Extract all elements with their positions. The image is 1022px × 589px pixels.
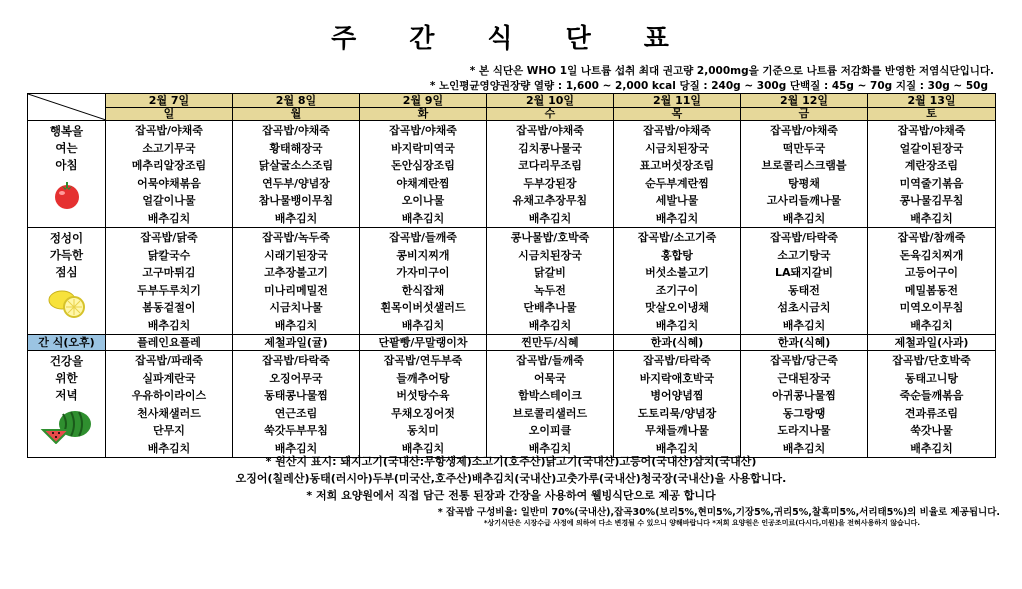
menu-item: 닭칼국수 — [147, 248, 191, 262]
menu-item: 잡곡밥/녹두죽 — [262, 231, 330, 244]
weekday-cell: 목 — [614, 108, 741, 121]
menu-item: 시금치된장국 — [518, 248, 582, 262]
menu-item: 잡곡밥/야채죽 — [643, 124, 711, 137]
menu-item: 오징어무국 — [269, 371, 323, 385]
dinner-row — [28, 351, 996, 458]
menu-item: 천사채샐러드 — [137, 406, 201, 420]
menu-item: 죽순들깨볶음 — [899, 389, 964, 402]
tomato-icon — [52, 180, 82, 210]
snack-menu-cell: 찐만두/식혜 — [487, 335, 614, 351]
menu-item: 잡곡밥/야채죽 — [135, 124, 203, 137]
menu-item: 배추김치 — [528, 318, 572, 332]
menu-item: 세발나물 — [655, 194, 699, 207]
menu-item: 미역줄기볶음 — [899, 176, 964, 190]
date-cell: 2월 11일 — [614, 94, 741, 108]
menu-item: 연두부/양념장 — [262, 176, 330, 190]
breakfast-label — [28, 121, 106, 228]
menu-item: 잡곡밥/야채죽 — [770, 124, 838, 137]
breakfast-menu-cell — [741, 121, 868, 228]
menu-item: 잡곡밥/닭죽 — [140, 231, 198, 244]
menu-item: 잡곡밥/야채죽 — [897, 124, 966, 137]
dinner-menu-cell — [741, 351, 868, 458]
menu-item: 오이피클 — [528, 424, 572, 437]
page-title: 주 간 식 단 표 — [331, 24, 691, 54]
breakfast-menu-cell — [360, 121, 487, 228]
menu-item: 황태해장국 — [269, 141, 323, 155]
menu-item: 배추김치 — [655, 211, 699, 225]
breakfast-menu-cell — [868, 121, 996, 228]
menu-item: 고등어구이 — [904, 266, 959, 279]
menu-item: 동그랑땡 — [782, 406, 826, 420]
menu-item: 맛살오이냉채 — [645, 301, 709, 314]
menu-item: 잡곡밥/들깨죽 — [389, 231, 457, 244]
menu-item: 어묵국 — [534, 371, 566, 385]
menu-item: 배추김치 — [910, 318, 953, 332]
date-cell: 2월 7일 — [106, 94, 233, 108]
menu-item: 병어양념찜 — [650, 389, 704, 402]
sodium-note: * 본 식단은 WHO 1일 나트륨 섭취 최대 권고량 2,000mg을 기준으로 나트륨 저감화를 반영한 저염식단입니다. — [469, 65, 994, 77]
menu-item: 표고버섯장조림 — [639, 159, 715, 172]
menu-item: 미나리메밀전 — [264, 283, 328, 297]
menu-item: 콩나물밥/호박죽 — [510, 231, 590, 244]
lunch-menu-cell — [233, 228, 360, 335]
menu-item: 섬초시금치 — [777, 301, 831, 314]
menu-item: 김치콩나물국 — [518, 141, 582, 155]
menu-table — [27, 93, 996, 458]
menu-item: 돈안심장조림 — [391, 159, 455, 172]
menu-item: 잡곡밥/소고기죽 — [637, 231, 717, 244]
menu-item: 배추김치 — [910, 441, 953, 455]
menu-item: 닭갈비 — [534, 266, 566, 279]
diagonal-line — [28, 94, 106, 120]
label-line: 건강을 — [49, 354, 84, 368]
grain-ratio-note: * 잡곡밥 구성비율: 일반미 70%(국내산),잡곡30%(보리5%,현미5%,기장5%,귀리5%,찰흑미5%,서리태5%)의 비율로 제공됩니다. — [437, 507, 1000, 518]
menu-item: 코다리무조림 — [518, 159, 582, 172]
sauce-note: * 저희 요양원에서 직접 담근 전통 된장과 간장을 사용하여 웰빙식단으로 제공 합니다 — [306, 489, 716, 502]
weekday-cell: 일 — [106, 108, 233, 121]
lunch-menu-cell — [487, 228, 614, 335]
snack-menu-cell: 제철과일(사과) — [868, 335, 996, 351]
change-notice: *상기식단은 시장수급 사정에 의하여 다소 변경될 수 있으니 양해바랍니다 *저희 요양원은 인공조미료(다시다,미원)을 전혀사용하지 않습니다. — [483, 519, 920, 527]
menu-item: 도토리묵/양념장 — [637, 406, 717, 420]
lunch-menu-cell — [360, 228, 487, 335]
menu-item: 떡만두국 — [782, 141, 826, 155]
menu-item: 아귀콩나물찜 — [772, 389, 836, 402]
menu-item: 동태콩나물찜 — [264, 389, 328, 402]
menu-item: 배추김치 — [782, 318, 826, 332]
menu-item: 닭살굴소스조림 — [258, 159, 334, 172]
menu-item: 바지락미역국 — [391, 141, 455, 155]
menu-item: 배추김치 — [401, 211, 445, 225]
menu-item: 참나물뱅이무침 — [258, 194, 334, 207]
menu-item: 동태고니탕 — [904, 371, 959, 385]
weekday-cell: 화 — [360, 108, 487, 121]
lunch-menu-cell — [868, 228, 996, 335]
weekday-cell: 수 — [487, 108, 614, 121]
lunch-label — [28, 228, 106, 335]
menu-item: LA돼지갈비 — [774, 266, 834, 279]
menu-item: 얼갈이나물 — [142, 194, 196, 207]
menu-item: 시금치나물 — [269, 301, 323, 314]
menu-item: 콩비지찌개 — [396, 248, 450, 262]
snack-menu-cell: 한과(식혜) — [614, 335, 741, 351]
menu-item: 단배추나물 — [523, 301, 577, 314]
menu-item: 바지락애호박국 — [639, 371, 715, 385]
menu-item: 콩나물김무침 — [899, 194, 964, 207]
menu-item: 유채고추장무침 — [512, 194, 588, 207]
menu-item: 들깨추어탕 — [396, 371, 450, 385]
menu-item: 잡곡밥/참깨죽 — [897, 231, 966, 244]
menu-item: 미역오이무침 — [899, 301, 964, 314]
menu-item: 잡곡밥/야채죽 — [262, 124, 330, 137]
label-line: 아침 — [55, 158, 78, 172]
menu-item: 잡곡밥/타락죽 — [643, 354, 711, 367]
menu-item: 배추김치 — [655, 441, 699, 455]
menu-item: 잡곡밥/야채죽 — [389, 124, 457, 137]
lemon-icon — [47, 287, 87, 319]
dinner-menu-cell — [868, 351, 996, 458]
menu-item: 고구마튀김 — [142, 266, 196, 279]
menu-item: 견과류조림 — [904, 406, 959, 420]
menu-item: 배추김치 — [655, 318, 699, 332]
menu-item: 브로콜리스크램블 — [761, 159, 847, 172]
menu-item: 배추김치 — [401, 318, 445, 332]
dinner-menu-cell — [614, 351, 741, 458]
menu-item: 배추김치 — [147, 441, 191, 455]
menu-item: 동태전 — [788, 283, 820, 297]
menu-item: 순두부계란찜 — [645, 176, 709, 190]
menu-item: 야채계란찜 — [396, 176, 450, 190]
weekday-cell: 금 — [741, 108, 868, 121]
menu-item: 브로콜리샐러드 — [512, 406, 588, 420]
weekday-cell: 월 — [233, 108, 360, 121]
snack-label: 간 식(오후) — [28, 335, 106, 351]
menu-item: 우유하이라이스 — [131, 389, 207, 402]
menu-item: 잡곡밥/파래죽 — [135, 354, 203, 367]
breakfast-menu-cell — [614, 121, 741, 228]
breakfast-menu-cell — [106, 121, 233, 228]
menu-item: 메추리알장조림 — [131, 159, 207, 172]
menu-item: 단무지 — [153, 424, 185, 437]
dinner-label — [28, 351, 106, 458]
watermelon-icon — [39, 410, 95, 444]
menu-item: 배추김치 — [782, 211, 826, 225]
menu-item: 얼갈이된장국 — [899, 141, 964, 155]
menu-item: 배추김치 — [147, 318, 191, 332]
label-line: 여는 — [55, 141, 78, 155]
snack-menu-cell: 제철과일(귤) — [233, 335, 360, 351]
snack-row — [28, 335, 996, 351]
label-line: 행복을 — [49, 124, 84, 138]
dinner-menu-cell — [487, 351, 614, 458]
date-cell: 2월 10일 — [487, 94, 614, 108]
menu-item: 소고기탕국 — [777, 248, 831, 262]
menu-item: 쑥갓나물 — [910, 424, 953, 437]
menu-item: 배추김치 — [274, 441, 318, 455]
menu-item: 근대된장국 — [777, 371, 831, 385]
menu-item: 도라지나물 — [777, 424, 831, 437]
origin-note: * 원산지 표시: 돼지고기(국내산:무항생제)소고기(호주산)닭고기(국내산)고등어(국내산)삼치(국내산) — [265, 455, 757, 468]
menu-item: 함박스테이크 — [518, 389, 582, 402]
menu-item: 배추김치 — [528, 211, 572, 225]
menu-item: 메밀봄동전 — [904, 283, 959, 297]
menu-item: 시금치된장국 — [645, 141, 709, 155]
menu-item: 소고기무국 — [142, 141, 196, 155]
menu-item: 연근조림 — [274, 406, 318, 420]
breakfast-menu-cell — [487, 121, 614, 228]
menu-item: 잡곡밥/타락죽 — [262, 354, 330, 367]
snack-menu-cell: 한과(식혜) — [741, 335, 868, 351]
menu-item: 배추김치 — [147, 211, 191, 225]
date-cell: 2월 12일 — [741, 94, 868, 108]
label-line: 정성이 — [49, 231, 84, 245]
menu-item: 두부두루치기 — [137, 283, 201, 297]
menu-item: 무채오징어젓 — [391, 406, 455, 420]
menu-item: 잡곡밥/당근죽 — [770, 354, 838, 367]
menu-item: 잡곡밥/들깨죽 — [516, 354, 584, 367]
menu-item: 두부강된장 — [523, 176, 577, 190]
menu-item: 고추장불고기 — [264, 266, 328, 279]
menu-item: 배추김치 — [401, 441, 445, 455]
lunch-menu-cell — [614, 228, 741, 335]
menu-item: 홍합탕 — [661, 248, 693, 262]
snack-menu-cell: 플레인요플레 — [106, 335, 233, 351]
snack-menu-cell: 단팥빵/무말랭이차 — [360, 335, 487, 351]
weekday-row — [28, 108, 996, 121]
menu-item: 동치미 — [407, 424, 439, 437]
weekday-cell: 토 — [868, 108, 996, 121]
label-line: 가득한 — [49, 248, 84, 262]
menu-item: 흰목이버섯샐러드 — [380, 301, 466, 314]
nutrition-note: * 노인평균영양권장량 열량 : 1,600 ~ 2,000 kcal 당질 : 240g ~ 300g 단백질 : 45g ~ 70g 지질 : 30g ~ 50g — [429, 80, 988, 92]
menu-item: 시래기된장국 — [264, 248, 328, 262]
menu-item: 버섯탕수육 — [396, 389, 450, 402]
origin-note-continued: 오징어(칠레산)동태(러시아)두부(미국산,호주산)배추김치(국내산)고춧가루(국내산)청국장(국내산)을 사용합니다. — [235, 472, 787, 485]
corner-cell — [28, 94, 106, 121]
breakfast-row — [28, 121, 996, 228]
menu-item: 탕평채 — [788, 176, 820, 190]
menu-item: 돈육김치찌개 — [899, 248, 964, 262]
menu-item: 배추김치 — [274, 318, 318, 332]
menu-item: 잡곡밥/야채죽 — [516, 124, 584, 137]
dinner-menu-cell — [106, 351, 233, 458]
lunch-row — [28, 228, 996, 335]
menu-item: 무채들깨나물 — [645, 424, 709, 437]
menu-item: 녹두전 — [534, 283, 566, 297]
menu-item: 배추김치 — [528, 441, 572, 455]
date-cell: 2월 8일 — [233, 94, 360, 108]
menu-item: 배추김치 — [274, 211, 318, 225]
menu-item: 배추김치 — [910, 211, 953, 225]
dinner-menu-cell — [360, 351, 487, 458]
date-cell: 2월 13일 — [868, 94, 996, 108]
menu-item: 오이나물 — [401, 194, 445, 207]
menu-item: 가자미구이 — [396, 266, 450, 279]
label-line: 저녁 — [55, 388, 78, 402]
menu-item: 쑥갓두부무침 — [264, 424, 328, 437]
menu-item: 잡곡밥/단호박죽 — [892, 354, 971, 367]
menu-item: 버섯소불고기 — [645, 266, 709, 279]
menu-item: 잡곡밥/연두부죽 — [383, 354, 463, 367]
label-line: 점심 — [55, 265, 78, 279]
date-row — [28, 94, 996, 108]
menu-item: 배추김치 — [782, 441, 826, 455]
menu-item: 한식잡채 — [401, 283, 445, 297]
breakfast-menu-cell — [233, 121, 360, 228]
lunch-menu-cell — [106, 228, 233, 335]
date-cell: 2월 9일 — [360, 94, 487, 108]
menu-item: 어묵야채볶음 — [137, 176, 201, 190]
menu-item: 봄동겉절이 — [142, 301, 196, 314]
dinner-menu-cell — [233, 351, 360, 458]
menu-item: 조기구이 — [655, 283, 699, 297]
menu-item: 잡곡밥/타락죽 — [770, 231, 838, 244]
menu-item: 실파계란국 — [142, 371, 196, 385]
lunch-menu-cell — [741, 228, 868, 335]
menu-item: 계란장조림 — [904, 159, 959, 172]
menu-item: 고사리들깨나물 — [766, 194, 842, 207]
label-line: 위한 — [55, 371, 78, 385]
